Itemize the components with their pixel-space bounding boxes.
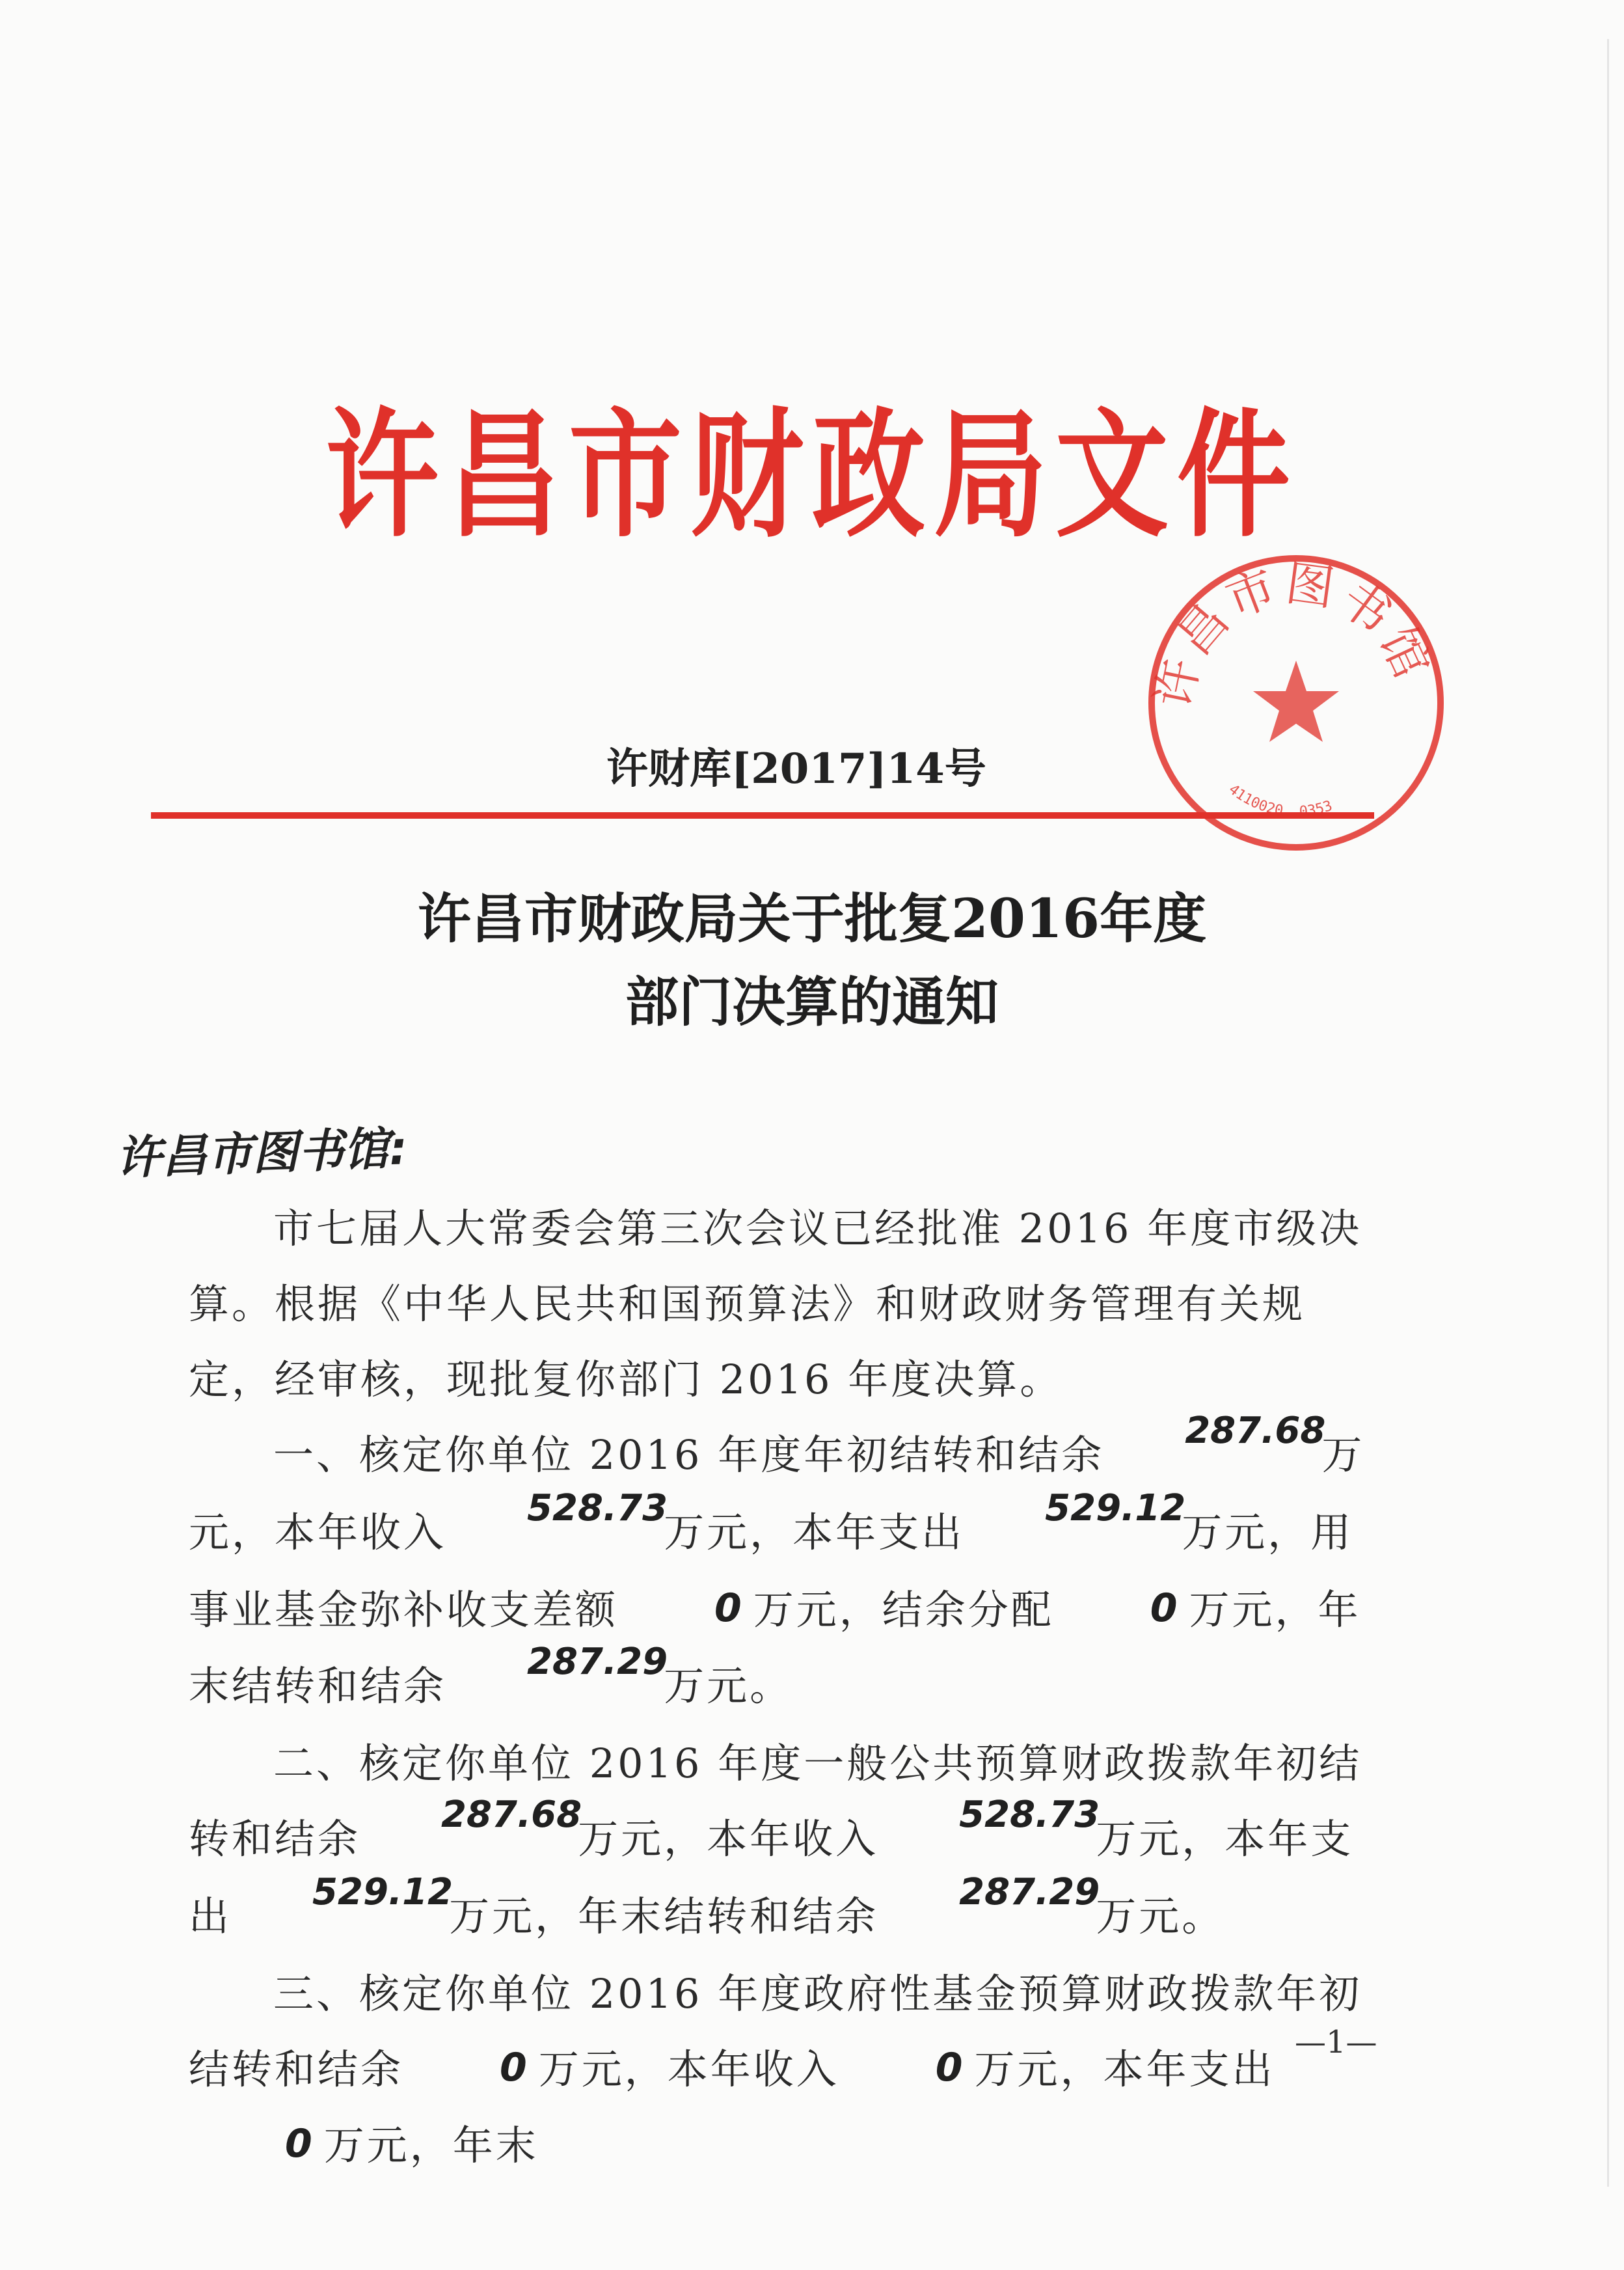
p1-text-g: 万元。 — [664, 1662, 793, 1710]
p2-text-c: 万元，本年支出 — [189, 1815, 1354, 1940]
paragraph-1 — [189, 1410, 1386, 1726]
handwritten-value: 0 — [935, 2045, 963, 2090]
p3-text-c: 万元，本年支出 — [974, 2045, 1275, 2093]
p2-text-e: 万元。 — [1096, 1893, 1225, 1940]
document-number: 许财库[2017]14号 — [606, 745, 986, 793]
paragraph-2 — [189, 1726, 1386, 1956]
p2-text-a: 二、核定你单位 2016 年度一般公共预算财政拨款年初结转和结余 — [189, 1740, 1362, 1863]
notice-title — [0, 877, 1624, 1044]
issuer-header: 许昌市财政局文件 — [325, 395, 1299, 556]
handwritten-value: 287.29 — [527, 1641, 668, 1683]
handwritten-value: 287.29 — [959, 1871, 1100, 1913]
p1-text-f: 万元，年末结转和结余 — [189, 1586, 1361, 1710]
p1-text-a: 一、核定你单位 2016 年度年初结转和结余 — [273, 1431, 1105, 1479]
p1-text-b: 万元，本年收入 — [189, 1431, 1365, 1556]
svg-text:许昌市图书馆: 许昌市图书馆 — [1145, 555, 1442, 713]
seal-star-icon — [1253, 661, 1339, 742]
handwritten-value: 287.68 — [1185, 1410, 1326, 1452]
p1-text-e: 万元，结余分配 — [753, 1586, 1054, 1634]
p3-text-a: 三、核定你单位 2016 年度政府性基金预算财政拨款年初结转和结余 — [189, 1970, 1362, 2093]
handwritten-value: 0 — [285, 2121, 312, 2167]
handwritten-value: 529.12 — [312, 1871, 453, 1913]
p3-text-b: 万元，本年收入 — [538, 2045, 839, 2093]
handwritten-value: 529.12 — [1045, 1487, 1186, 1529]
page-number: —1— — [1295, 2024, 1377, 2060]
notice-title-line1: 许昌市财政局关于批复2016年度 — [417, 888, 1207, 950]
paragraph-3 — [189, 1956, 1386, 2184]
notice-body — [189, 1191, 1386, 2184]
p1-text-c: 万元，本年支出 — [664, 1509, 965, 1556]
handwritten-value: 0 — [1150, 1585, 1178, 1631]
p1-text-d: 万元，用事业基金弥补收支差额 — [189, 1509, 1354, 1634]
handwritten-value: 287.68 — [441, 1794, 582, 1836]
handwritten-value: 528.73 — [527, 1487, 668, 1529]
p2-text-b: 万元，本年收入 — [578, 1815, 879, 1863]
official-seal-stamp — [1140, 547, 1452, 859]
svg-text:4110020..0353: 4110020..0353 — [1225, 781, 1335, 821]
p2-text-d: 万元，年末结转和结余 — [449, 1893, 879, 1940]
intro-paragraph: 市七届人大常委会第三次会议已经批准 2016 年度市级决算。根据《中华人民共和国预算法》和财政财务管理有关规定，经审核，现批复你部门 2016 年度决算。 — [189, 1205, 1362, 1403]
handwritten-value: 528.73 — [959, 1794, 1100, 1836]
scan-edge-line — [1607, 39, 1609, 2187]
handwritten-value: 0 — [500, 2045, 527, 2090]
p3-text-d: 万元，年末 — [323, 2122, 539, 2169]
handwritten-salutation: 许昌市图书馆: — [115, 1121, 409, 1185]
handwritten-value: 0 — [714, 1585, 742, 1631]
notice-title-line2: 部门决算的通知 — [625, 971, 999, 1033]
